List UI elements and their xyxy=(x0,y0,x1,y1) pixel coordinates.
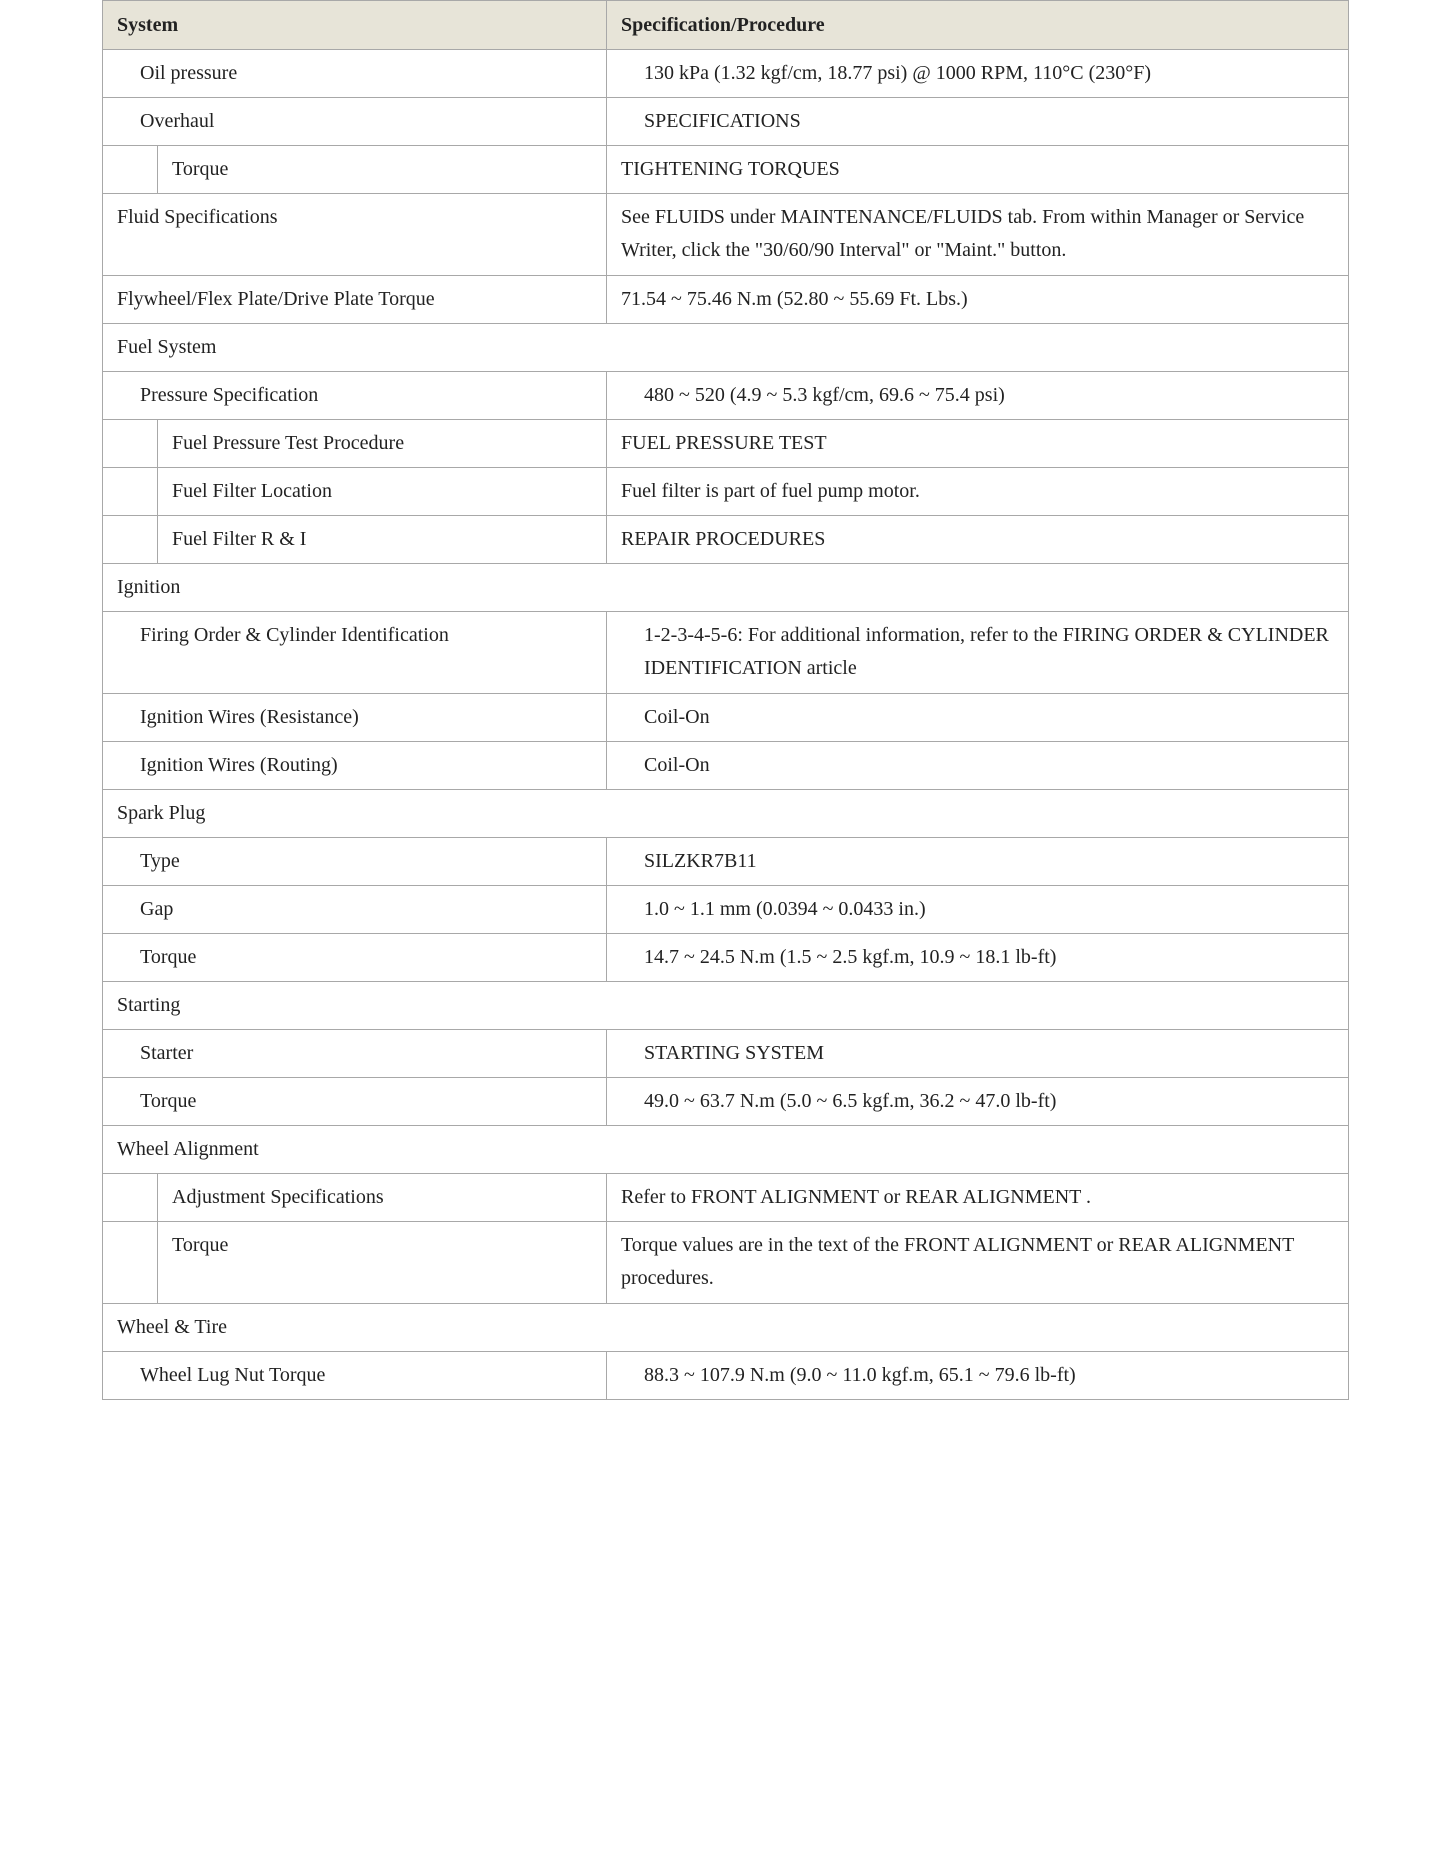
row-value-alignment-torque: Torque values are in the text of the FRONT ALIGNMENT or REAR ALIGNMENT procedures. xyxy=(607,1222,1349,1304)
row-value-starter-torque: 49.0 ~ 63.7 N.m (5.0 ~ 6.5 kgf.m, 36.2 ~ 47.0 lb-ft) xyxy=(607,1078,1349,1126)
table-row xyxy=(103,612,1349,694)
table-row xyxy=(103,694,1349,742)
specifications-table xyxy=(102,0,1349,1400)
row-label-adjustment-specs: Adjustment Specifications xyxy=(158,1174,607,1222)
section-row xyxy=(103,1304,1349,1352)
section-heading-ignition: Ignition xyxy=(103,564,1349,612)
section-heading-starting: Starting xyxy=(103,982,1349,1030)
indent-spacer-cell xyxy=(103,1174,158,1222)
section-row xyxy=(103,324,1349,372)
table-header-row xyxy=(103,1,1349,50)
table-row xyxy=(103,838,1349,886)
row-value-overhaul[interactable]: SPECIFICATIONS xyxy=(607,98,1349,146)
row-label-fuel-filter-location: Fuel Filter Location xyxy=(158,468,607,516)
row-label-plug-torque: Torque xyxy=(103,934,607,982)
row-label-wires-resistance: Ignition Wires (Resistance) xyxy=(103,694,607,742)
row-label-overhaul-torque: Torque xyxy=(158,146,607,194)
table-row xyxy=(103,1030,1349,1078)
table-row xyxy=(103,886,1349,934)
indent-spacer-cell xyxy=(103,420,158,468)
table-row xyxy=(103,1174,1349,1222)
table-row xyxy=(103,146,1349,194)
section-row xyxy=(103,790,1349,838)
table-row xyxy=(103,98,1349,146)
row-label-starter-torque: Torque xyxy=(103,1078,607,1126)
row-value-fuel-pressure-test[interactable]: FUEL PRESSURE TEST xyxy=(607,420,1349,468)
row-value-adjustment-specs: Refer to FRONT ALIGNMENT or REAR ALIGNMENT . xyxy=(607,1174,1349,1222)
table-row xyxy=(103,1352,1349,1400)
row-value-pressure-spec: 480 ~ 520 (4.9 ~ 5.3 kgf/cm, 69.6 ~ 75.4 psi) xyxy=(607,372,1349,420)
indent-spacer-cell xyxy=(103,146,158,194)
indent-spacer-cell xyxy=(103,468,158,516)
row-label-plug-gap: Gap xyxy=(103,886,607,934)
row-label-overhaul: Overhaul xyxy=(103,98,607,146)
indent-spacer-cell xyxy=(103,516,158,564)
column-header-spec: Specification/Procedure xyxy=(607,1,1349,50)
row-value-oil-pressure: 130 kPa (1.32 kgf/cm, 18.77 psi) @ 1000 RPM, 110°C (230°F) xyxy=(607,50,1349,98)
table-row xyxy=(103,742,1349,790)
table-row xyxy=(103,194,1349,276)
row-value-fuel-filter-ri[interactable]: REPAIR PROCEDURES xyxy=(607,516,1349,564)
row-value-starter[interactable]: STARTING SYSTEM xyxy=(607,1030,1349,1078)
row-label-pressure-spec: Pressure Specification xyxy=(103,372,607,420)
row-value-wires-routing: Coil-On xyxy=(607,742,1349,790)
row-value-flywheel: 71.54 ~ 75.46 N.m (52.80 ~ 55.69 Ft. Lbs.) xyxy=(607,276,1349,324)
table-row xyxy=(103,372,1349,420)
row-label-fluid-specs: Fluid Specifications xyxy=(103,194,607,276)
section-heading-wheel-tire: Wheel & Tire xyxy=(103,1304,1349,1352)
row-label-wires-routing: Ignition Wires (Routing) xyxy=(103,742,607,790)
row-value-fuel-filter-location: Fuel filter is part of fuel pump motor. xyxy=(607,468,1349,516)
row-value-wires-resistance: Coil-On xyxy=(607,694,1349,742)
table-row xyxy=(103,1222,1349,1304)
section-heading-fuel-system: Fuel System xyxy=(103,324,1349,372)
row-label-fuel-pressure-test: Fuel Pressure Test Procedure xyxy=(158,420,607,468)
row-value-fluid-specs: See FLUIDS under MAINTENANCE/FLUIDS tab. From within Manager or Service Writer, click the "30/60/90 Interval" or "Maint." button. xyxy=(607,194,1349,276)
table-row xyxy=(103,276,1349,324)
indent-spacer-cell xyxy=(103,1222,158,1304)
section-row xyxy=(103,564,1349,612)
row-value-lug-nut-torque: 88.3 ~ 107.9 N.m (9.0 ~ 11.0 kgf.m, 65.1 ~ 79.6 lb-ft) xyxy=(607,1352,1349,1400)
table-row xyxy=(103,516,1349,564)
row-label-oil-pressure: Oil pressure xyxy=(103,50,607,98)
row-value-plug-gap: 1.0 ~ 1.1 mm (0.0394 ~ 0.0433 in.) xyxy=(607,886,1349,934)
row-label-alignment-torque: Torque xyxy=(158,1222,607,1304)
section-heading-wheel-alignment: Wheel Alignment xyxy=(103,1126,1349,1174)
row-value-firing-order: 1-2-3-4-5-6: For additional information, refer to the FIRING ORDER & CYLINDER IDENTIFICATION article xyxy=(607,612,1349,694)
row-label-firing-order: Firing Order & Cylinder Identification xyxy=(103,612,607,694)
row-label-lug-nut-torque: Wheel Lug Nut Torque xyxy=(103,1352,607,1400)
row-label-flywheel: Flywheel/Flex Plate/Drive Plate Torque xyxy=(103,276,607,324)
table-row xyxy=(103,1078,1349,1126)
table-row xyxy=(103,934,1349,982)
row-value-plug-type: SILZKR7B11 xyxy=(607,838,1349,886)
column-header-system: System xyxy=(103,1,607,50)
table-row xyxy=(103,468,1349,516)
row-value-overhaul-torque[interactable]: TIGHTENING TORQUES xyxy=(607,146,1349,194)
section-heading-spark-plug: Spark Plug xyxy=(103,790,1349,838)
table-row xyxy=(103,420,1349,468)
section-row xyxy=(103,1126,1349,1174)
row-value-plug-torque: 14.7 ~ 24.5 N.m (1.5 ~ 2.5 kgf.m, 10.9 ~ 18.1 lb-ft) xyxy=(607,934,1349,982)
row-label-fuel-filter-ri: Fuel Filter R & I xyxy=(158,516,607,564)
row-label-plug-type: Type xyxy=(103,838,607,886)
section-row xyxy=(103,982,1349,1030)
table-row xyxy=(103,50,1349,98)
row-label-starter: Starter xyxy=(103,1030,607,1078)
